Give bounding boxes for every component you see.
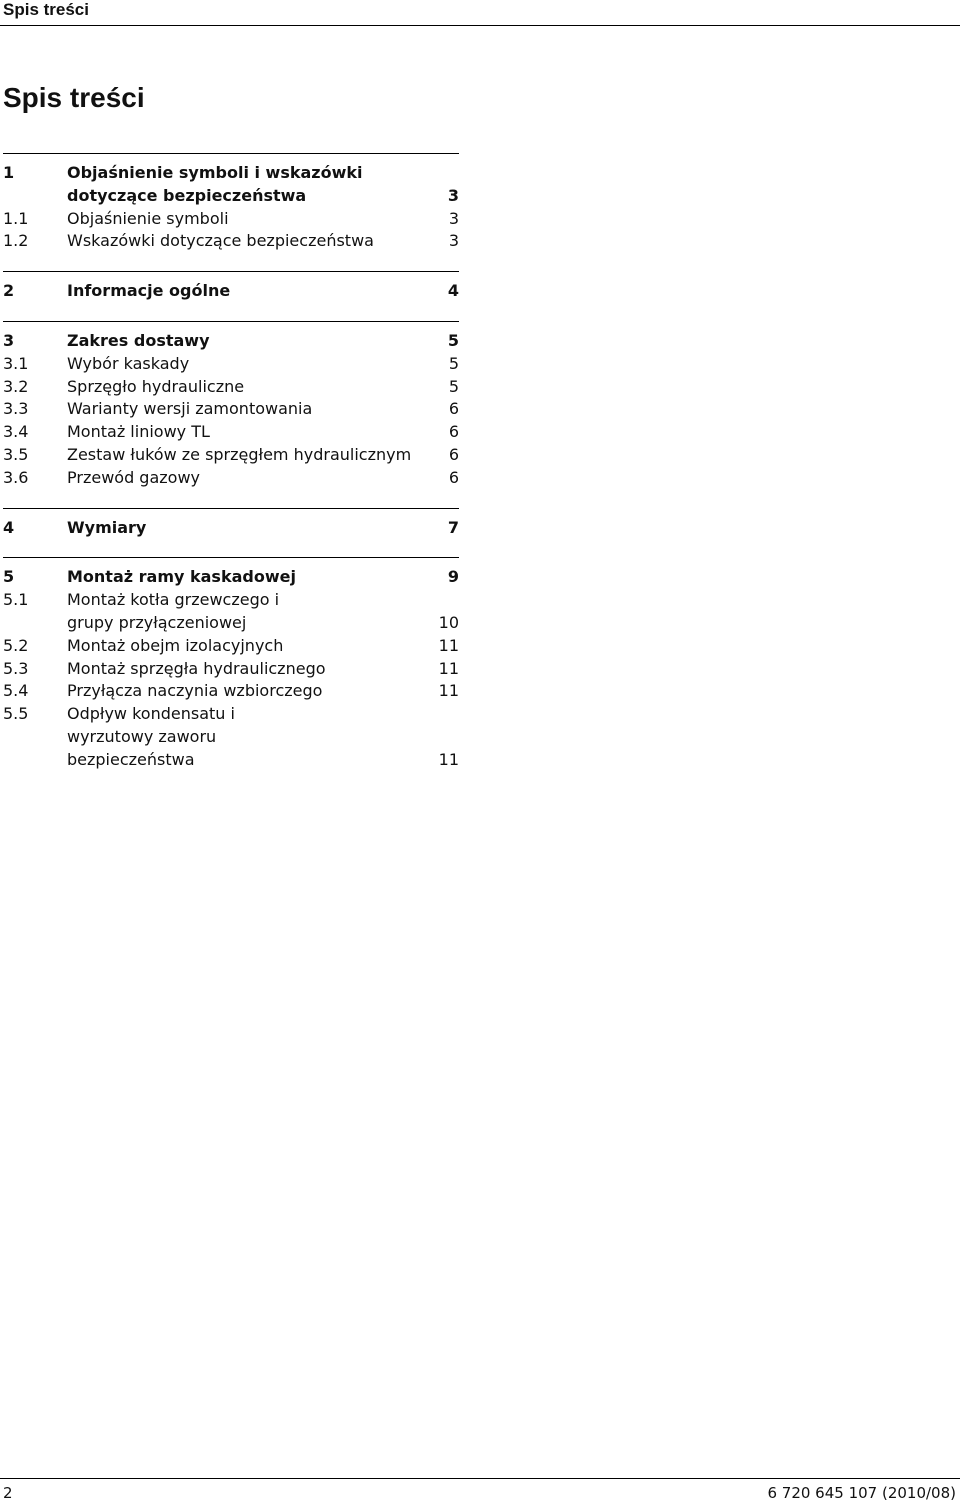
- toc-entry-page: 11: [438, 681, 459, 701]
- toc-entry-number: 1.1: [3, 208, 29, 228]
- toc-entry[interactable]: [3, 376, 459, 399]
- toc-entry-number: 2: [3, 281, 15, 301]
- toc-entry-number: 1: [3, 163, 15, 182]
- toc-entry-page: 6: [448, 399, 459, 419]
- header-rule: [0, 25, 960, 26]
- toc-entry-title: Przewód gazowy: [67, 467, 201, 487]
- toc-entry-page: 9: [447, 567, 459, 587]
- toc-entry-title: Wybór kaskady: [67, 353, 190, 373]
- toc-entry-page: 10: [438, 612, 459, 632]
- toc-entry-title: Zakres dostawy: [67, 330, 210, 350]
- toc-entry-number: 1.2: [3, 231, 29, 251]
- toc-entry-number: 3.5: [3, 444, 29, 464]
- footer-page-number: 2: [3, 1484, 13, 1502]
- toc-entry-page: 11: [438, 635, 459, 655]
- toc-entry[interactable]: [3, 566, 459, 589]
- toc-entry[interactable]: [3, 517, 459, 540]
- toc-entry-title: Objaśnienie symboli: [67, 208, 229, 228]
- toc-entry-title: Montaż liniowy TL: [67, 422, 210, 442]
- toc-entry[interactable]: [3, 467, 459, 490]
- toc-entry[interactable]: [3, 658, 459, 681]
- toc-entry-page: 6: [448, 444, 459, 464]
- toc-entry-title: Montaż obejm izolacyjnych: [67, 635, 284, 655]
- toc-entry-title: Montaż kotła grzewczego i grupy przyłączeniowej: [67, 590, 280, 632]
- toc-entry-page: 5: [447, 330, 459, 350]
- toc-entry-title: Informacje ogólne: [67, 281, 231, 301]
- toc-entry-title: Warianty wersji zamontowania: [67, 399, 313, 419]
- toc-entry[interactable]: [3, 208, 459, 231]
- toc-entry-page: 4: [447, 281, 459, 301]
- toc-entry-page: 5: [448, 353, 459, 373]
- toc-entry[interactable]: [3, 635, 459, 658]
- toc-entry-page: 11: [438, 749, 459, 769]
- table-of-contents: [3, 153, 459, 790]
- toc-entry-page: 11: [438, 658, 459, 678]
- toc-entry-number: 3.3: [3, 399, 29, 419]
- toc-section-4: [3, 508, 459, 558]
- toc-entry-title: Zestaw łuków ze sprzęgłem hydraulicznym: [67, 444, 412, 464]
- toc-entry-page: 3: [448, 208, 459, 228]
- toc-section-5: [3, 557, 459, 789]
- toc-entry-title: Wskazówki dotyczące bezpieczeństwa: [67, 231, 374, 251]
- toc-section-2: [3, 271, 459, 321]
- toc-entry[interactable]: [3, 444, 459, 467]
- toc-entry-page: 6: [448, 467, 459, 487]
- toc-entry[interactable]: [3, 398, 459, 421]
- toc-entry-page: 6: [448, 422, 459, 442]
- toc-entry[interactable]: [3, 421, 459, 444]
- toc-entry-page: 7: [447, 517, 459, 537]
- toc-entry-title: Montaż ramy kaskadowej: [67, 567, 296, 587]
- toc-entry-number: 3.1: [3, 353, 29, 373]
- toc-entry[interactable]: [3, 162, 459, 208]
- toc-entry-number: 5.2: [3, 635, 29, 655]
- page-title: Spis treści: [3, 82, 145, 113]
- toc-entry-title: Sprzęgło hydrauliczne: [67, 376, 245, 396]
- toc-entry-title: Przyłącza naczynia wzbiorczego: [67, 681, 323, 701]
- toc-entry[interactable]: [3, 330, 459, 353]
- toc-entry[interactable]: [3, 680, 459, 703]
- toc-entry-number: 5: [3, 567, 15, 587]
- toc-entry-page: 3: [448, 231, 459, 251]
- toc-section-1: [3, 153, 459, 271]
- running-header: Spis treści: [3, 0, 89, 19]
- toc-entry-number: 5.4: [3, 681, 29, 701]
- toc-entry[interactable]: [3, 589, 459, 635]
- toc-entry-number: 5.3: [3, 658, 29, 678]
- toc-entry-number: 3.2: [3, 376, 29, 396]
- footer-rule: [0, 1478, 960, 1479]
- toc-entry[interactable]: [3, 280, 459, 303]
- toc-entry-title: Montaż sprzęgła hydraulicznego: [67, 658, 326, 678]
- toc-entry-number: 5.1: [3, 590, 29, 610]
- toc-entry-title: Wymiary: [67, 517, 147, 537]
- toc-entry-page: 3: [447, 185, 459, 205]
- toc-entry[interactable]: [3, 703, 459, 771]
- toc-entry-page: 5: [448, 376, 459, 396]
- footer-document-code: 6 720 645 107 (2010/08): [767, 1484, 956, 1502]
- toc-entry-number: 3.4: [3, 422, 29, 442]
- toc-entry-number: 3: [3, 330, 15, 350]
- toc-entry-title: Objaśnienie symboli i wskazówki dotyczące bezpieczeństwa: [67, 163, 363, 205]
- toc-entry[interactable]: [3, 353, 459, 376]
- toc-entry-number: 5.5: [3, 704, 29, 724]
- toc-section-3: [3, 321, 459, 508]
- toc-entry-number: 3.6: [3, 467, 29, 487]
- toc-entry[interactable]: [3, 230, 459, 253]
- toc-entry-title: Odpływ kondensatu i wyrzutowy zaworu bezpieczeństwa: [67, 704, 235, 769]
- toc-entry-number: 4: [3, 517, 15, 537]
